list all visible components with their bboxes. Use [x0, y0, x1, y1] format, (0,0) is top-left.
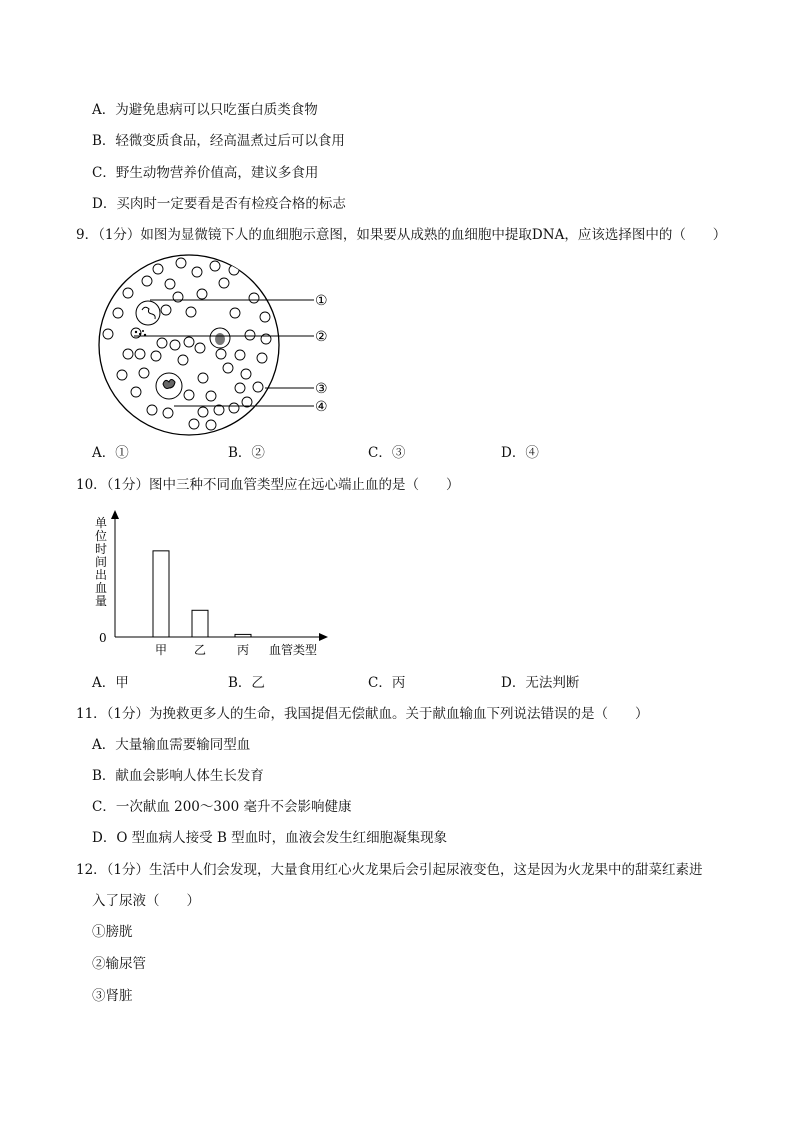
q10-option-a: A．甲 [92, 675, 129, 691]
q12-stem-line1: 12．（1分）生活中人们会发现，大量食用红心火龙果后会引起尿液变色，这是因为火龙果中的甜菜红素进 [76, 862, 703, 878]
q10-stem: 10．（1分）图中三种不同血管类型应在远心端止血的是（ ） [76, 477, 460, 493]
figure-label-4: ④ [315, 399, 328, 415]
bar-1 [153, 551, 169, 637]
q9-option-d: D．④ [501, 445, 539, 461]
q8-option-c: C．野生动物营养价值高，建议多食用 [92, 165, 319, 181]
figure-label-3: ③ [315, 381, 328, 397]
q12-stem-line2: 入了尿液（ ） [92, 893, 200, 909]
tick-label-3: 丙 [236, 643, 250, 657]
q8-option-b: B．轻微变质食品，经高温煮过后可以食用 [92, 133, 345, 149]
q9-options [92, 444, 692, 462]
chart-x-label: 血管类型 [269, 643, 318, 657]
q10-options [92, 674, 692, 692]
bar-2 [192, 610, 208, 637]
figure-label-2: ② [315, 329, 328, 345]
q11-option-c: C．一次献血 200～300 毫升不会影响健康 [92, 799, 352, 815]
figure-label-1: ① [315, 293, 328, 309]
chart-x-axis-arrow [319, 633, 328, 641]
q11-option-b: B．献血会影响人体生长发育 [92, 768, 264, 784]
nucleated-cell [210, 328, 230, 348]
q10-option-c: C．丙 [368, 675, 406, 691]
chart-y-axis-arrow [111, 510, 119, 519]
bleeding-bar-chart [85, 505, 335, 665]
q9-option-a: A．① [92, 445, 129, 461]
tick-label-1: 甲 [154, 643, 168, 657]
q12-item-3: ③肾脏 [92, 988, 133, 1004]
q10-option-d: D．无法判断 [501, 675, 580, 691]
q11-option-a: A．大量输血需要输同型血 [92, 737, 251, 753]
q10-option-b: B．乙 [228, 675, 265, 691]
q11-stem: 11．（1分）为挽救更多人的生命，我国提倡无偿献血。关于献血输血下列说法错误的是（ ） [76, 706, 649, 722]
q8-option-d: D．买肉时一定要看是否有检疫合格的标志 [92, 196, 346, 212]
q11-option-d: D．O 型血病人接受 B 型血时，血液会发生红细胞凝集现象 [92, 830, 448, 846]
q9-stem: 9．（1分）如图为显微镜下人的血细胞示意图，如果要从成熟的血细胞中提取DNA，应该选择图中的（ ） [76, 227, 727, 243]
q8-option-a: A．为避免患病可以只吃蛋白质类食物 [92, 102, 318, 118]
chart-origin-label: 0 [99, 631, 107, 645]
chart-y-label: 单位时间出血量 [95, 516, 108, 608]
red-blood-cells [103, 258, 271, 430]
q12-item-1: ①膀胱 [92, 924, 133, 940]
tick-label-2: 乙 [193, 643, 207, 657]
bar-3 [235, 634, 251, 637]
blood-cell-microscope-figure [90, 250, 350, 440]
q12-item-2: ②输尿管 [92, 956, 146, 972]
q9-option-b: B．② [228, 445, 265, 461]
q9-option-c: C．③ [368, 445, 406, 461]
